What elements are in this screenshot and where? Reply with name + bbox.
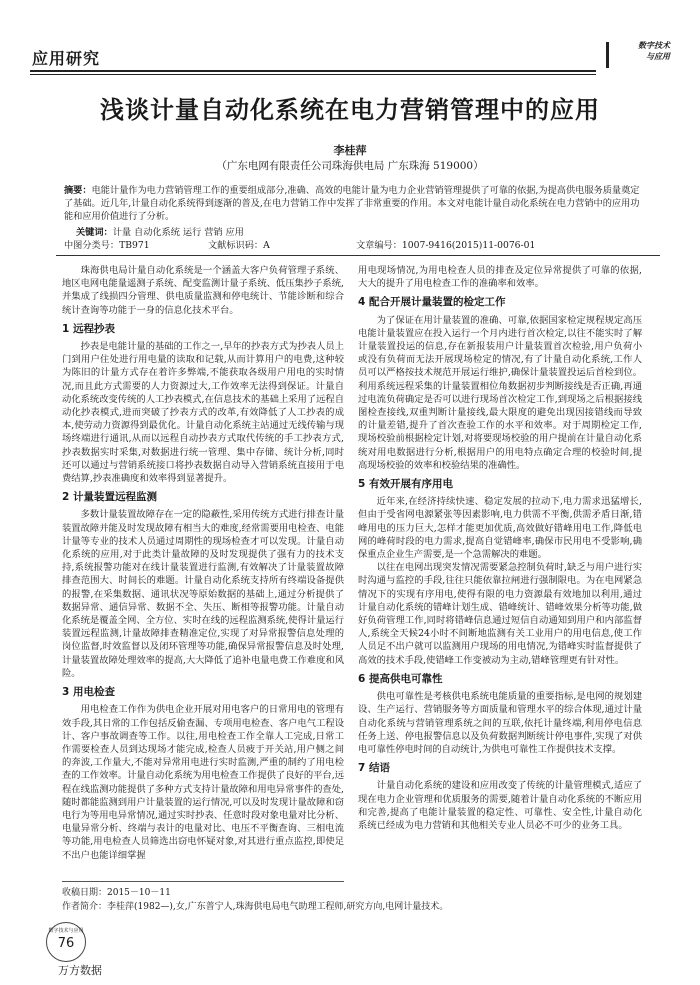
paragraph: 用电检查工作作为供电企业开展对用电客户的日常用电的管理有效手段,其日常的工作包括反偷查漏、专项用电检查、客户电气工程设计、客户事故调查等工作。以往,用电检查工作全靠人工完成,日常工作需要检查人员到达现场才能完成,检查人员疲于开关站,用户侧之间的奔波,工作量大,不能对异常用电进行实时监测,严重的制约了用电检查的工作效率。计量自动化系统为用电检查工作提供了良好的平台,远程在线监测功能提供了多种方式支持计量故障和用电异常事件的查处,随时都能监测到用户计量装置的运行情况,可以及时发现计量故障和窃电行为等用电异常情况,通过实时抄表、任意时段对象电量对比分析、电量异常分析、终端与表计的电量对比、电压不平衡查询、三相电流等功能,用电检查人员筛选出窃电怀疑对象,对其进行重点监控,即使足不出户也能详细掌握 [62, 704, 344, 861]
paragraph: 为了保证在用计量装置的准确、可靠,依据国家检定规程规定高压电能计量装置应在投入运行一个月内进行首次检定,以往不能实时了解计量装置投运的信息,存在新报装用户计量装置首次检验,用户负荷小或没有负荷而无法开展现场检定的情况,有了计量自动化系统,工作人员可以严格按技术规范开展运行维护,确保计量装置投运后首检到位。利用系统远程采集的计量装置相位角数据初步判断接线是否正确,再通过电流负荷确定是否可以进行现场首次检定工作,到现场之后根据接线图检查接线,双重判断计量接线,最大限度的避免出现因接错线而导致的计量差错,提升了首次查验工作的水平和效率。对于周期检定工作,现场校验前根据检定计划,对将要现场校验的用户提前在计量自动化系统对用电数据进行分析,根据用户的用电特点确定合理的校验时间,提高现场校验的效率和校验结果的准确性。 [358, 314, 642, 471]
logo-text: 数字技术与应用 [48, 928, 84, 934]
page-header [30, 40, 670, 70]
article-number: 文章编号：1007-9416(2015)11-0076-01 [356, 240, 536, 251]
paragraph: 抄表是电能计量的基础的工作之一,早年的抄表方式为抄表人员上门到用户住处进行用电量的读取和记载,从而计算用户的电费,这种较为陈旧的计量方式存在着许多弊端,不能获取各级用户用电的实时情况,而且此方式需要的人力资源过大,工作效率无法得到保证。计量自动化系统改变传统的人工抄表模式,在信息技术的基础上采用了远程自动化抄表模式,进而突破了抄表方式的改革,有效降低了人工抄表的成本,使劳动力资源得到最优化。计量自动化系统主站通过无线传输与现场终端进行通讯,从而以远程自动抄表方式取代传统的手工抄表方式,抄表数据实时采集,对数据进行统一管理、集中存储、统计分析,同时还可以通过与营销系统接口将抄表数据自动导入营销系统直接用于电费结算,抄表准确度和效率得到显著提升。 [62, 341, 344, 485]
abstract [64, 184, 642, 223]
paragraph: 以往在电网出现突发情况需要紧急控制负荷时,缺乏与用户进行实时沟通与监控的手段,往往只能依靠拉闸进行强制限电。为在电网紧急情况下的实现有序用电,使得有限的电力资源最有效地加以利用,通过计量自动化系统的错峰计划生成、错峰统计、错峰效果分析等功能,做好负荷管理工作,同时将错峰信息通过短信自动通知到用户和内部监督人,系统全天候24小时不间断地监测有关工业用户的用电信息,使工作人员足不出户就可以监测用户现场的用电情况,为错峰实时监督提供了高效的技术手段,使错峰工作变被动为主动,错峰管理更有针对性。 [358, 562, 642, 666]
section-heading: 2 计量装置远程监测 [62, 491, 157, 504]
keywords [76, 224, 244, 238]
badge-line1: 数字技术 [638, 40, 670, 50]
page-number: 76 [57, 936, 75, 951]
clc-number: 中图分类号：TB971 [64, 240, 150, 251]
abstract-divider [56, 255, 660, 256]
section-heading: 3 用电检查 [62, 686, 115, 699]
paper-title: 浅谈计量自动化系统在电力营销管理中的应用 [100, 96, 600, 124]
section-heading: 1 远程抄表 [62, 322, 115, 335]
header-rule [30, 70, 596, 75]
paragraph: 近年来,在经济持续快速、稳定发展的拉动下,电力需求迅猛增长,但由于受省网电源紧张等因素影响,电力供需不平衡,供需矛盾日渐,错峰用电的压力巨大,怎样才能更加优质,高效做好错峰用电工作,降低电网的峰荷时段的电力需求,提高自觉错峰率,确保市民用电不受影响,确保重点企业生产需要,是一个急需解决的难题。 [358, 496, 642, 561]
badge-line2: 与应用 [646, 51, 670, 61]
keywords-label: 关键词： [76, 227, 113, 238]
section-heading: 4 配合开展计量装置的检定工作 [358, 296, 506, 309]
left-column [62, 264, 344, 862]
paragraph: 计量自动化系统的建设和应用改变了传统的计量管理模式,适应了现在电力企业管理和优质服务的需要,随着计量自动化系统的不断应用和完善,提高了电能计量装置的稳定性、可靠性、安全性,计量自动化系统已经成为电力营销和其他相关专业人员必不可少的业务工具。 [358, 780, 642, 831]
author-name: 李桂萍 [333, 144, 367, 157]
footnote-divider [62, 881, 344, 882]
keywords-text: 计量 自动化系统 运行 营销 应用 [112, 227, 244, 238]
received-date: 收稿日期：2015－10－11 [62, 888, 171, 898]
paragraph: 多数计量装置故障存在一定的隐蔽性,采用传统方式进行排查计量装置故障并能及时发现故障有相当大的难度,经常需要用电检查、电能计量等专业的技术人员通过周期性的现场检查才可以发现。计量自动化系统的应用,对于此类计量故障的及时发现提供了强有力的技术支持,系统报警功能对在线计量装置进行监测,有效解决了计量装置故障排查范围大、时间长的难题。计量自动化系统支持所有终端设备提供的报警,在采集数据、通讯状况等原始数据的基础上,通过分析提供了数据异常、通信异常、数据不全、失压、断相等报警功能。计量自动化系统是覆盖全网、全方位、实时在线的远程监测系统,使得计量运行装置远程监测,计量故障排查精准定位,实现了对异常报警信息处理的岗位监督,时效监督以及闭环管理等功能,确保异常报警信息及时处理,计量装置故障处理效率的提高,大大降低了追补电量电费工作难度和风险。 [62, 509, 344, 679]
watermark: 万方数据 [58, 964, 102, 977]
abstract-text: 电能计量作为电力营销管理工作的重要组成部分,准确、高效的电能计量为电力企业营销管理提供了可靠的依据,为提高供电服务质量奠定了基础。近几年,计量自动化系统得到逐渐的普及,在电力营销工作中发挥了非常重要的作用。本文对电能计量自动化系统在电力营销中的应用功能和应用价值进行了分析。 [64, 185, 640, 222]
section-heading: 5 有效开展有序用电 [358, 478, 453, 491]
journal-badge [600, 40, 670, 74]
author-bio: 作者简介：李桂萍(1982—),女,广东普宁人,珠海供电局电气助理工程师,研究方向,电网计量技术。 [62, 902, 449, 912]
section-heading: 7 结语 [358, 762, 390, 775]
section-label: 应用研究 [32, 49, 101, 68]
affiliation: （广东电网有限责任公司珠海供电局 广东珠海 519000） [216, 160, 484, 172]
abstract-label: 摘要： [64, 185, 92, 196]
paragraph: 供电可靠性是考核供电系统电能质量的重要指标,是电网的规划建设、生产运行、营销服务等方面质量和管理水平的综合体现,通过计量自动化系统与营销管理系统之间的互联,依托计量终端,利用停电信息任务上送、停电报警信息以及负荷数据判断统计停电事件,实现了对供电可靠性停电时间的自动统计,为供电可靠性工作提供技术支撑。 [358, 691, 642, 755]
doc-code: 文献标识码：A [208, 240, 270, 251]
paragraph: 珠海供电局计量自动化系统是一个涵盖大客户负荷管理子系统、地区电网电能量遥测子系统、配变监测计量子系统、低压集抄子系统,并集成了线损四分管理、供电质量监测和停电统计、节能诊断和综合统计查询等功能于一身的信息化技术平台。 [62, 265, 344, 316]
section-heading: 6 提高供电可靠性 [358, 672, 443, 685]
paragraph: 用电现场情况,为用电检查人员的排查及定位异常提供了可靠的依据,大大的提升了用电检查工作的准确率和效率。 [358, 265, 642, 290]
badge-bar [606, 42, 609, 68]
right-column [358, 264, 642, 832]
classification-line [64, 237, 642, 250]
